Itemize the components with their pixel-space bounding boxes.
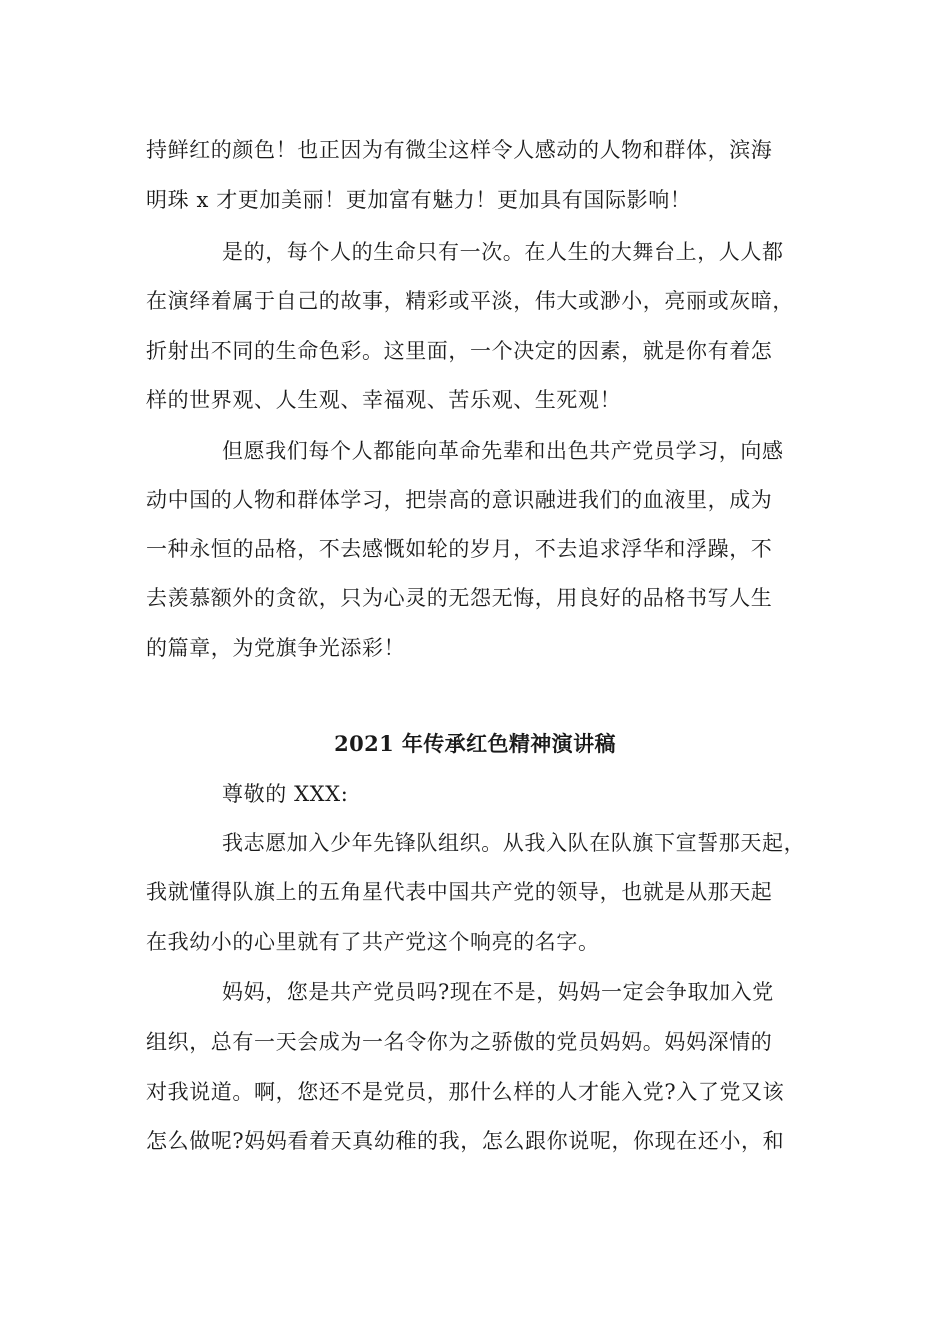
paragraph-line: 一种永恒的品格，不去感慨如轮的岁月，不去追求浮华和浮躁，不	[146, 537, 773, 561]
paragraph-line: 明珠 x 才更加美丽！更加富有魅力！更加具有国际影响！	[146, 188, 692, 212]
paragraph-line: 怎么做呢?妈妈看着天真幼稚的我，怎么跟你说呢，你现在还小，和	[146, 1129, 785, 1153]
paragraph-line: 去羡慕额外的贪欲，只为心灵的无怨无悔，用良好的品格书写人生	[146, 586, 773, 610]
speech-title: 2021 年传承红色精神演讲稿	[334, 731, 616, 756]
paragraph-line: 在我幼小的心里就有了共产党这个响亮的名字。	[146, 930, 600, 954]
paragraph-line: 但愿我们每个人都能向革命先辈和出色共产党员学习，向感	[222, 439, 784, 463]
paragraph-line: 组织，总有一天会成为一名令你为之骄傲的党员妈妈。妈妈深情的	[146, 1030, 773, 1054]
paragraph-line: 动中国的人物和群体学习，把崇高的意识融进我们的血液里，成为	[146, 488, 773, 512]
paragraph-line: 妈妈，您是共产党员吗?现在不是，妈妈一定会争取加入党	[222, 980, 774, 1004]
paragraph-line: 的篇章，为党旗争光添彩！	[146, 636, 406, 660]
paragraph-line: 我志愿加入少年先锋队组织。从我入队在队旗下宣誓那天起，	[222, 831, 806, 855]
paragraph-line: 样的世界观、人生观、幸福观、苦乐观、生死观！	[146, 388, 622, 412]
paragraph-line: 在演绎着属于自己的故事，精彩或平淡，伟大或渺小，亮丽或灰暗，	[146, 289, 794, 313]
paragraph-line: 折射出不同的生命色彩。这里面，一个决定的因素，就是你有着怎	[146, 339, 773, 363]
paragraph-line: 我就懂得队旗上的五角星代表中国共产党的领导，也就是从那天起	[146, 880, 773, 904]
paragraph-line: 对我说道。啊，您还不是党员，那什么样的人才能入党?入了党又该	[146, 1080, 785, 1104]
paragraph-line: 持鲜红的颜色！也正因为有微尘这样令人感动的人物和群体，滨海	[146, 138, 773, 162]
salutation: 尊敬的 XXX:	[222, 782, 349, 806]
paragraph-line: 是的，每个人的生命只有一次。在人生的大舞台上，人人都	[222, 240, 784, 264]
